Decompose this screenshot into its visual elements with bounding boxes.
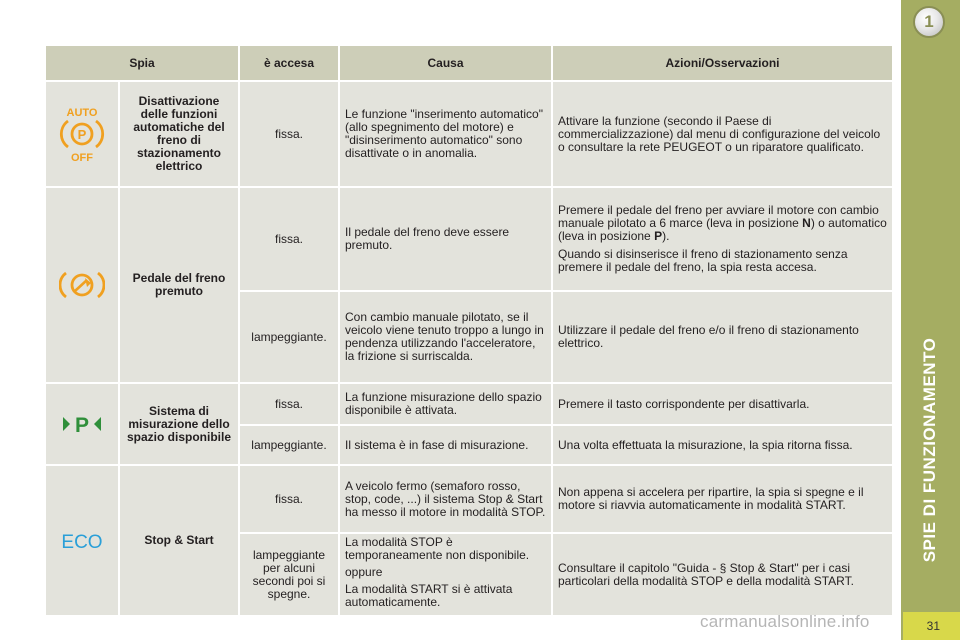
state-cell: lampeggiante per alcuni secondi poi si spegne. bbox=[239, 533, 339, 616]
header-azioni: Azioni/Osservazioni bbox=[552, 45, 893, 81]
cause-cell: Il pedale del freno deve essere premuto. bbox=[339, 187, 552, 291]
header-spia: Spia bbox=[45, 45, 239, 81]
eco-icon bbox=[51, 530, 113, 552]
state-cell: lampeggiante. bbox=[239, 291, 339, 383]
state-cell: lampeggiante. bbox=[239, 425, 339, 465]
table-row bbox=[45, 465, 893, 533]
icon-cell bbox=[45, 465, 119, 616]
cause-cell: A veicolo fermo (semaforo rosso, stop, code, ...) il sistema Stop & Start ha messo il motore in modalità STOP. bbox=[339, 465, 552, 533]
cause-cell: La funzione misurazione dello spazio disponibile è attivata. bbox=[339, 383, 552, 425]
state-cell: fissa. bbox=[239, 81, 339, 187]
cause-paragraph: La modalità STOP è temporaneamente non disponibile. bbox=[345, 535, 530, 562]
svg-text:P: P bbox=[77, 127, 87, 142]
table-row bbox=[45, 81, 893, 187]
action-cell bbox=[552, 187, 893, 291]
state-cell: fissa. bbox=[239, 187, 339, 291]
cause-paragraph: oppure bbox=[345, 565, 383, 579]
off-label: OFF bbox=[71, 152, 93, 163]
auto-label: AUTO bbox=[66, 107, 98, 119]
chapter-number-badge: 1 bbox=[913, 6, 945, 38]
parking-letter: P bbox=[74, 414, 90, 436]
action-cell: Premere il tasto corrispondente per disattivarla. bbox=[552, 383, 893, 425]
state-cell: fissa. bbox=[239, 465, 339, 533]
spia-name: Pedale del freno premuto bbox=[119, 187, 239, 383]
table-row bbox=[45, 187, 893, 291]
auto-off-parking-brake-icon bbox=[51, 105, 113, 163]
chapter-title: SPIE DI FUNZIONAMENTO bbox=[920, 337, 939, 563]
eco-label: ECO bbox=[61, 531, 103, 552]
spia-name: Disattivazione delle funzioni automatiche del freno di stazionamento elettrico bbox=[119, 81, 239, 187]
action-paragraph: Premere il pedale del freno per avviare il motore con cambio manuale pilotato a 6 marce (leva in posizione N) o automatico (leva in posizione P). bbox=[558, 203, 887, 243]
cause-cell bbox=[339, 533, 552, 616]
table-header-row bbox=[45, 45, 893, 81]
brake-pedal-icon bbox=[51, 270, 113, 300]
cause-paragraph: La modalità START si è attivata automaticamente. bbox=[345, 582, 513, 609]
spia-name: Stop & Start bbox=[119, 465, 239, 616]
cause-cell: Il sistema è in fase di misurazione. bbox=[339, 425, 552, 465]
parking-space-measure-icon bbox=[51, 412, 113, 436]
header-causa: Causa bbox=[339, 45, 552, 81]
table-row bbox=[45, 383, 893, 425]
icon-cell bbox=[45, 187, 119, 383]
icon-cell bbox=[45, 383, 119, 465]
state-cell: fissa. bbox=[239, 383, 339, 425]
action-cell: Attivare la funzione (secondo il Paese di commercializzazione) dal menu di configurazione del veicolo o consultare la rete PEUGEOT o un riparatore qualificato. bbox=[552, 81, 893, 187]
watermark: carmanualsonline.info bbox=[700, 612, 870, 631]
action-cell: Non appena si accelera per ripartire, la spia si spegne e il motore si riavvia automaticamente in modalità START. bbox=[552, 465, 893, 533]
action-cell: Una volta effettuata la misurazione, la spia ritorna fissa. bbox=[552, 425, 893, 465]
cause-cell: Le funzione "inserimento automatico" (allo spegnimento del motore) e "disinserimento automatico" sono disattivate o in anomalia. bbox=[339, 81, 552, 187]
spia-name: Sistema di misurazione dello spazio disponibile bbox=[119, 383, 239, 465]
action-cell: Consultare il capitolo "Guida - § Stop & Start" per i casi particolari della modalità STOP e della modalità START. bbox=[552, 533, 893, 616]
page-number: 31 bbox=[903, 612, 960, 640]
action-cell: Utilizzare il pedale del freno e/o il freno di stazionamento elettrico. bbox=[552, 291, 893, 383]
cause-cell: Con cambio manuale pilotato, se il veicolo viene tenuto troppo a lungo in pendenza utilizzando l'acceleratore, la frizione si surriscalda. bbox=[339, 291, 552, 383]
action-paragraph: Quando si disinserisce il freno di stazionamento senza premere il pedale del freno, la spia resta accesa. bbox=[558, 247, 848, 274]
icon-cell bbox=[45, 81, 119, 187]
warning-lights-table bbox=[44, 44, 894, 617]
header-accesa: è accesa bbox=[239, 45, 339, 81]
